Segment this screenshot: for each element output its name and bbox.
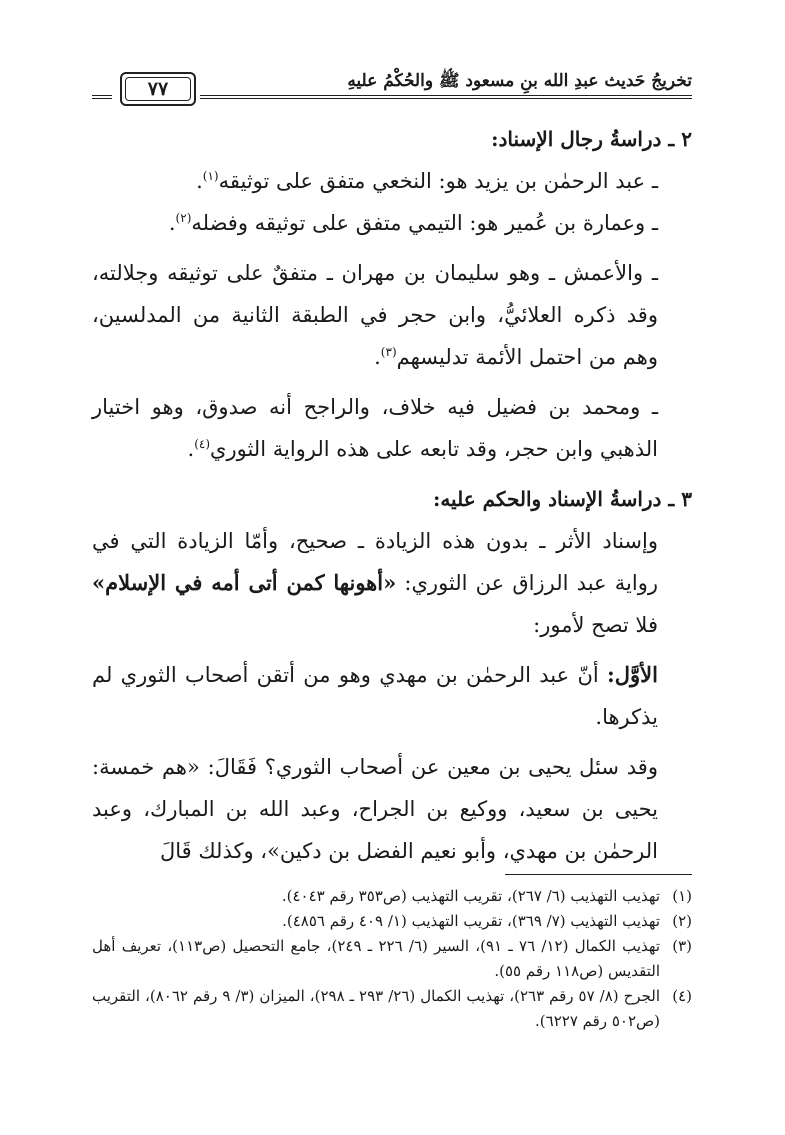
page-number: ٧٧: [125, 77, 191, 101]
paragraph-6: [92, 654, 692, 738]
header-rule-left: [92, 95, 112, 99]
paragraph-1: ـ عبد الرحمٰن بن يزيد هو: النخعي متفق على توثيقه$^{(١)}$.: [196, 169, 658, 193]
footnote-ref-4: (٤): [194, 437, 211, 451]
footnote-number: (٢): [672, 912, 692, 930]
paragraph-4: ـ ومحمد بن فضيل فيه خلاف، والراجح أنه صدوق، وهو اختيار الذهبي وابن حجر، وقد تابعه على هذه الرواية الثوري$^{(٤)}$.: [92, 395, 658, 461]
paragraph-3-text: ـ والأعمش ـ وهو سليمان بن مهران ـ متفقٌ على توثيقه وجلالته، وقد ذكره العلائيُّ، وابن حجر في الطبقة الثانية من المدلسين، وهم من احتمل الأئمة تدليسهم: [92, 261, 658, 369]
footnote-ref-3: (٣): [380, 345, 397, 359]
paragraph-3: ـ والأعمش ـ وهو سليمان بن مهران ـ متفقٌ على توثيقه وجلالته، وقد ذكره العلائيُّ، وابن حجر في الطبقة الثانية من المدلسين، وهم من احتمل الأئمة تدليسهم$^{(٣)}$.: [92, 261, 658, 369]
footnote-number: (٤): [672, 987, 692, 1005]
footnote-item: [92, 934, 692, 984]
quoted-addition: «أهونها كمن أتى أمه في الإسلام»: [92, 570, 397, 595]
footnote-number: (٣): [672, 937, 692, 955]
section-heading-2: ٢ ـ دراسةُ رجال الإسناد:: [491, 127, 692, 151]
footnote-ref-2: (٢): [175, 211, 192, 225]
header-title: تخريجُ حَديث عبدِ الله بنِ مسعود ﷺ والحُكْمُ عليهِ: [347, 71, 692, 91]
footnote-text: تهذيب التهذيب (٧/ ٣٦٩)، تقريب التهذيب (١/ ٤٠٩ رقم ٤٨٥٦).: [282, 912, 660, 930]
first-reason-label: الأوَّل:: [607, 662, 658, 687]
paragraph-2-text: ـ وعمارة بن عُمير هو: التيمي متفق على توثيقه وفضله: [191, 211, 658, 235]
paragraph-6-text: أنّ عبد الرحمٰن بن مهدي وهو من أتقن أصحاب الثوري لم يذكرها.: [92, 663, 658, 729]
footnote-separator: [505, 874, 692, 875]
footnote-text: الجرح (٨/ ٥٧ رقم ٢٦٣)، تهذيب الكمال (٢٦/ ٢٩٣ ـ ٢٩٨)، الميزان (٣/ ٩ رقم ٨٠٦٢)، التقريب (ص٥٠٢ رقم ٦٢٢٧).: [92, 987, 661, 1030]
paragraph-5: [92, 520, 692, 646]
paragraph-5-text-b: فلا تصح لأمور:: [533, 613, 658, 637]
paragraph-5-text-a: وإسناد الأثر ـ بدون هذه الزيادة ـ صحيح، وأمّا الزيادة التي في رواية عبد الرزاق عن الثوري:: [92, 529, 658, 595]
paragraph-4-text: ـ ومحمد بن فضيل فيه خلاف، والراجح أنه صدوق، وهو اختيار الذهبي وابن حجر، وقد تابعه على هذه الرواية الثوري: [92, 395, 658, 461]
footnote-text: تهذيب الكمال (١٢/ ٧٦ ـ ٩١)، السير (٦/ ٢٢٦ ـ ٢٤٩)، جامع التحصيل (ص١١٣)، تعريف أهل التقديس (ص١١٨ رقم ٥٥).: [92, 937, 661, 980]
footnote-item: [92, 984, 692, 1034]
paragraph-2: ـ وعمارة بن عُمير هو: التيمي متفق على توثيقه وفضله$^{(٢)}$.: [168, 211, 658, 235]
header-rule: [200, 95, 692, 99]
paragraph-1-text: ـ عبد الرحمٰن بن يزيد هو: النخعي متفق على توثيقه: [218, 169, 658, 193]
footnotes: [92, 884, 692, 1034]
footnote-item: [92, 884, 692, 909]
footnote-text: تهذيب التهذيب (٦/ ٢٦٧)، تقريب التهذيب (ص٣٥٣ رقم ٤٠٤٣).: [281, 887, 660, 905]
footnote-item: [92, 909, 692, 934]
main-text: [92, 118, 692, 872]
footnote-number: (١): [672, 887, 692, 905]
section-heading-3: ٣ ـ دراسةُ الإسناد والحكم عليه:: [432, 487, 692, 511]
running-header: [92, 62, 692, 108]
footnote-ref-1: (١): [202, 169, 219, 183]
paragraph-7: وقد سئل يحيى بن معين عن أصحاب الثوري؟ فَقَالَ: «هم خمسة: يحيى بن سعيد، ووكيع بن الجراح، وعبد الله بن المبارك، وعبد الرحمٰن بن مهدي، وأبو نعيم الفضل بن دكين»، وكذلك قَالَ: [92, 755, 658, 863]
page-number-frame: [120, 72, 196, 106]
